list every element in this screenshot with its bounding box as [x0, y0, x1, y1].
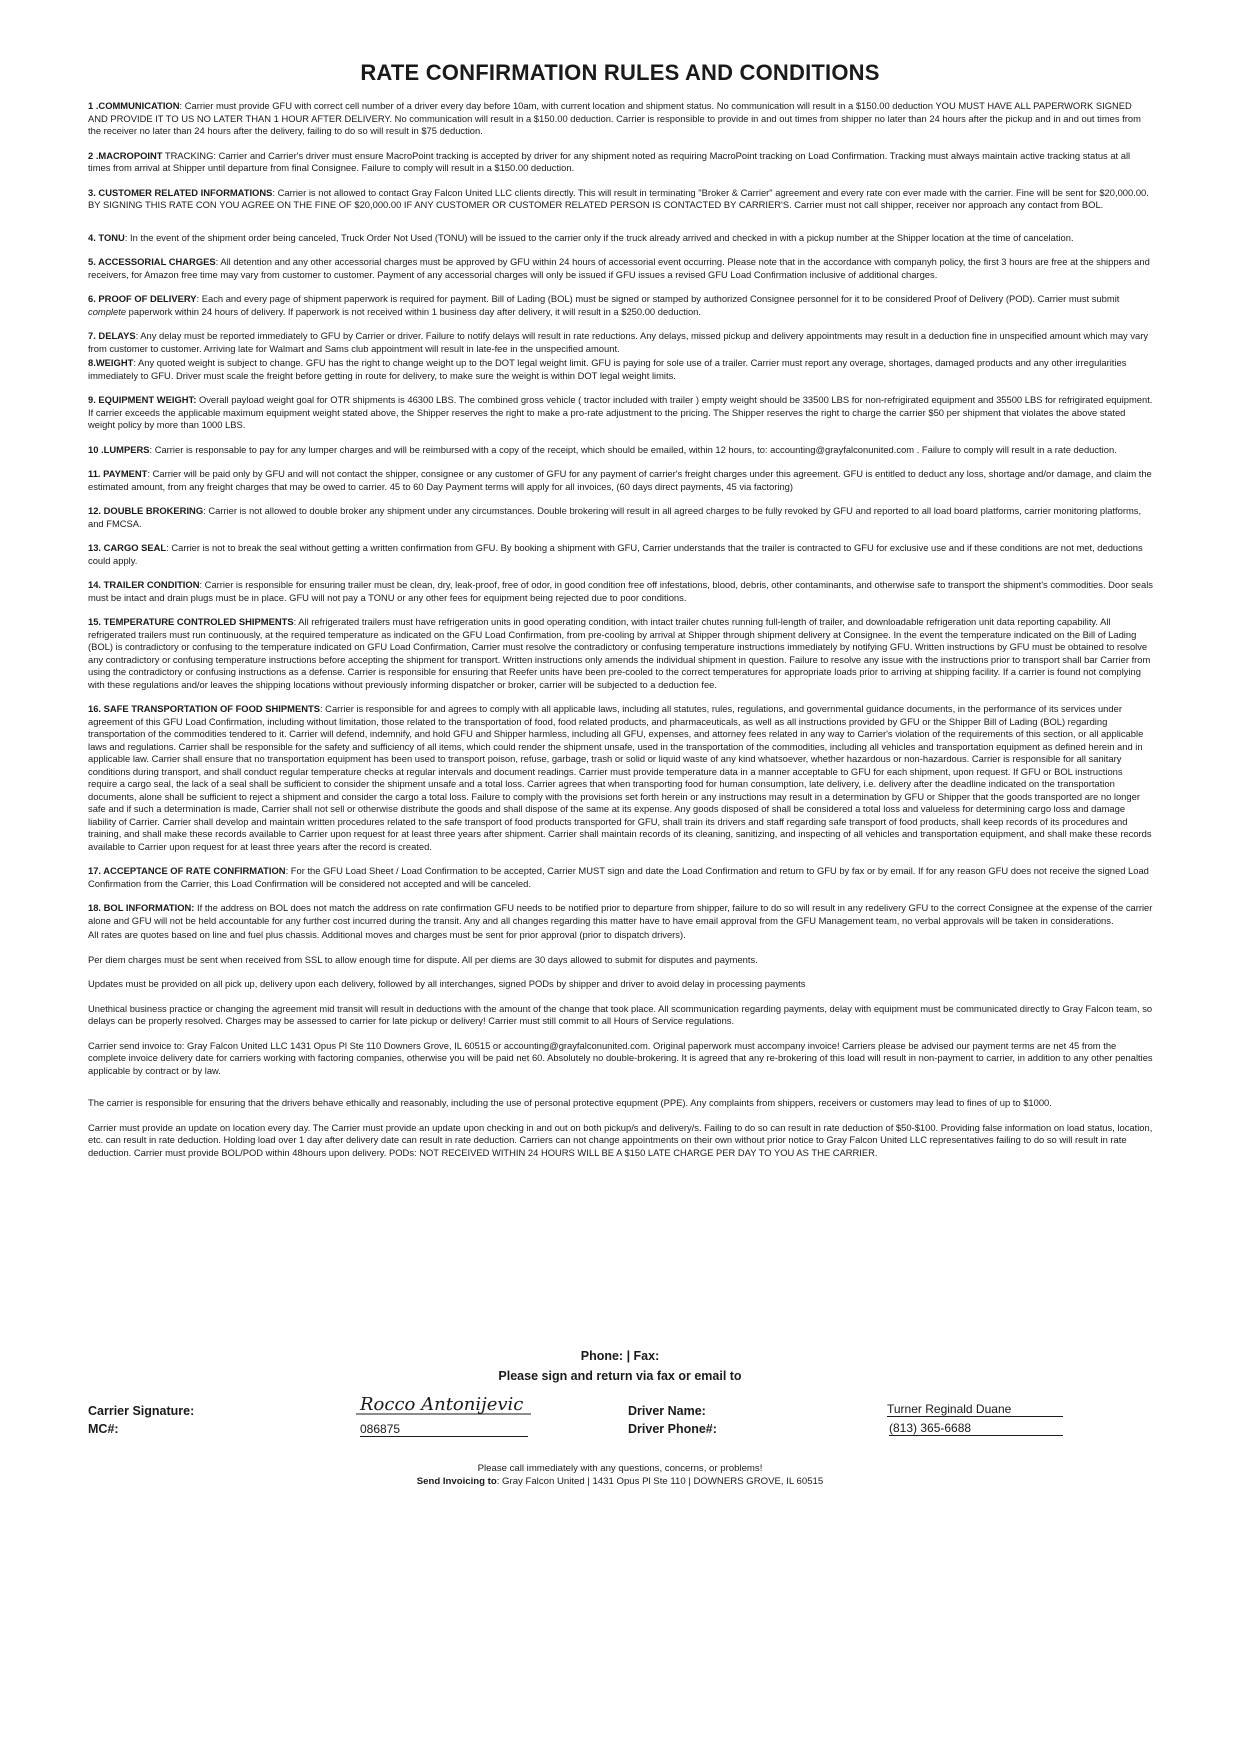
signature-block — [88, 1388, 1153, 1448]
rule-label: 6. PROOF OF DELIVERY — [88, 293, 197, 304]
rule-label: 2 .MACROPOINT — [88, 149, 163, 161]
rule-communication — [88, 100, 1153, 138]
invoicing-label: Send Invoicing to — [416, 1476, 497, 1487]
rule-label: 9. EQUIPMENT WEIGHT: — [88, 394, 197, 405]
rule-text: : Carrier will be paid only by GFU and will not contact the shipper, consignee or any customer of GFU for any payment of carrier's freight charges under this agreement. GFU is entitled to deduct any loss, shortage and/or damage, and claim the estimated amount, from any freight charges that may be owed to carrier. 45 to 60 Day Payment terms will apply for all invoices, (60 days direct payments, 45 via factoring) — [88, 468, 1152, 492]
rule-text: : Carrier is responsible for and agrees to comply with all applicable laws, including all statutes, rules, regulations, and governmental guidance documents, in the performance of its services under agreement of this GFU Load Confirmation, including without limitation, those related to the transportation of food, food related products, and pharmaceuticals, as well as all instructions provided by GFU or the Shipper Bill of Lading (BOL) regarding transportation of the commodities tendered to it. Carrier will defend, indemnify, and hold GFU and Shipper harmless, including all GFU, expenses, and attorney fees related in any way to Carrier's violation of the requirements of this section, or all applicable laws and regulations. Carrier shall be responsible for the safety and sufficiency of all items, which could render the shipment unsafe, used in the transportation of the commodities, including all vehicles and transportation equipment as defined herein and in applicable law. Carrier shall ensure that no transportation equipment has been used to transport poison, refuse, garbage, trash or solid or liquid waste of any kind whatsoever, whether hazardous or non-hazardous. Carrier is responsible for all sanitary conditions during transport, and shall conduct regular temperature checks at regular intervals and document readings. Carrier must provide temperature data in a manner acceptable to GFU for each shipment, upon request. If GFU or BOL instructions require a cargo seal, the lack of a seal shall be sufficient to consider the shipment unsafe and a total loss. Carrier agrees that when transporting food for human consumption, late delivery, i.e. delivery after the deadline indicated on the transportation documents, alone shall be sufficient to reject a shipment and consider the cargo a total loss. Failure to comply with the provisions set forth herein or any instructions may result in a determination by GFU or Shipper that the goods transported are no longer safe and if such a determination is made, Carrier shall not sell or otherwise distribute the goods and shall dispose of the same at its expense. Any goods disposed of shall be considered a total loss and valueless for determining cargo loss and damage liability of Carrier. Carrier shall develop and maintain written procedures related to the safe transport of food products transported for GFU, shall train its drivers and staff regarding safe transport of food products, shall keep records of its procedures and training, and shall make these records available to Carrier upon request for at least three years after shipment. Carrier shall maintain records of its cleaning, sanitizing, and inspecting of all vehicles and transportation equipment, and shall make these records available to Carrier upon request for at least three years after the record is created. — [88, 703, 1152, 852]
invoicing-address: : Gray Falcon United | 1431 Opus Pl Ste 110 | DOWNERS GROVE, IL 60515 — [496, 1476, 824, 1487]
rule-text: : Each and every page of shipment paperwork is required for payment. Bill of Lading (BOL) must be signed or stamped by authorized Consignee personnel for it to be considered Proof of Delivery (POD). Carrier must submit — [196, 293, 1120, 304]
call-line: Please call immediately with any questions, concerns, or problems! — [477, 1463, 763, 1474]
note-rates: All rates are quotes based on line and fuel plus chassis. Additional moves and charges must be sent for prior approval (prior to dispatch drivers). — [88, 929, 686, 940]
rule-text: : For the GFU Load Sheet / Load Confirmation to be accepted, Carrier MUST sign and date the Load Confirmation and return to GFU by fax or by email. If for any reason GFU does not receive the signed Load Confirmation from the Carrier, this Load Confirmation will be considered not accepted and will be canceled. — [88, 865, 1149, 889]
driver-name-label: Driver Name: — [628, 1404, 706, 1418]
rule-lumpers — [88, 444, 1153, 457]
rule-text: : All refrigerated trailers must have refrigeration units in good operating condition, with intact trailer chutes running full-length of trailer, and downloadable refrigeration unit data reporting capability. All refrigerated trailers must run continuously, at the required temperature as indicated on the GFU Load Confirmation, from pre-cooling by arrival at Shipper through shipment delivery at Consignee. In the event the temperature indicated on the Bill of Lading (BOL) is contradictory or confusing to the temperature indicated on GFU Load Confirmation, Carrier must resolve the contradictory or confusing temperature instructions immediately by notifying GFU. Written instructions by GFU must be obtained to resolve any contradictory or confusing temperature instructions before accepting the shipment for transport. Written instructions only amends the individual shipment in question. Failure to resolve any issue with the instructions prior to transport shall bar Carrier from using the contradictory or confusing instructions as a defense. Carrier is responsible for ensuring that Reefer units have been pre-cooled to the correct temperatures for appropriate loads prior to arriving at shipping facility. If a carrier is found not complying with these regulations and/or leaves the shipping locations without previously informing dispatcher or broker, carrier will be subjected to a deduction fee. — [88, 616, 1151, 690]
rule-customer-related-information — [88, 187, 1153, 212]
driver-phone-label: Driver Phone#: — [628, 1422, 717, 1436]
rule-label: 14. TRAILER CONDITION — [88, 579, 200, 590]
rule-label: 18. BOL INFORMATION: — [88, 902, 195, 913]
sign-return-line: Please sign and return via fax or email to — [498, 1369, 742, 1383]
rule-text: Overall payload weight goal for OTR shipments is 46300 LBS. The combined gross vehicle ( tractor included with trailer ) empty weight should be 33500 LBS for non-refrigirated equipment and 35500 LBS for refrigirated equipment. If carrier exceeds the applicable maximum equipment weight stated above, the Shipper reserves the right to make a pro-rate adjustment to the pricing. The Shipper reserves the right to charge the carrier $50 per shipment that violates the above stated weight policy by more than 1000 LBS. — [88, 394, 1153, 430]
rule-label: 12. DOUBLE BROKERING — [88, 505, 204, 516]
note-ppe: The carrier is responsible for ensuring that the drivers behave ethically and reasonably, including the use of personal protective equpment (PPE). Any complaints from shippers, receivers or customers may lead to fines of up to $1000. — [88, 1097, 1052, 1108]
rule-text: : Carrier is not allowed to double broker any shipment under any circumstances. Double brokering will result in all agreed charges to be fully revoked by GFU and reported to all load board platforms, carrier monitoring platforms, and FMCSA. — [88, 505, 1142, 529]
carrier-signature-label: Carrier Signature: — [88, 1404, 195, 1418]
rule-text: : Carrier is responsable to pay for any lumper charges and will be reimbursed with a copy of the receipt, which should be emailed, within 12 hours, to: accounting@grayfalconunited.com . Failure to comply will result in a rate deduction. — [149, 443, 1117, 455]
rule-tonu — [88, 232, 1153, 245]
rule-label: 8.WEIGHT — [88, 357, 134, 368]
rule-label: 4. TONU — [88, 231, 125, 243]
rule-trailer-condition — [88, 579, 1153, 604]
rule-text: : Carrier must provide GFU with correct cell number of a driver every day before 10am, with current location and shipment status. No communication will result in a $150.00 deduction YOU MUST HAVE ALL PAPERWORK SIGNED AND PROVIDE IT TO US NO LATER THAN 1 HOUR AFTER DELIVERY. No communication will result in a $150.00 deduction. Carrier is responsible to provide in and out times from shipper no later than 24 hours after the pickup and in and out times from the receiver no later than 24 hours after the delivery, failing to do so will result in $75 deduction. — [88, 100, 1141, 136]
footer — [0, 1462, 1240, 1488]
rule-label: 13. CARGO SEAL — [88, 542, 167, 553]
rule-accessorial-charges — [88, 256, 1153, 281]
rule-label: 3. CUSTOMER RELATED INFORMATIONS — [88, 186, 273, 198]
rule-text: : Carrier is not to break the seal without getting a written confirmation from GFU. By booking a shipment with GFU, Carrier understands that the trailer is contracted to GFU for exclusive use and if these conditions are not met, deductions could apply. — [88, 542, 1143, 566]
rule-proof-of-delivery — [88, 293, 1153, 318]
rule-safe-transportation-food — [88, 703, 1153, 853]
rules-body — [88, 100, 1153, 1171]
rule-text: : Carrier is responsible for ensuring trailer must be clean, dry, leak-proof, free of odor, in good condition free off infestations, blood, debris, other contaminants, and otherwise safe to transport the shipment's commodities. Door seals must be intact and drain plugs must be in place. GFU will not pay a TONU or any other fees for equipment being rejected due to poor conditions. — [88, 579, 1153, 603]
driver-name-value: Turner Reginald Duane — [887, 1402, 1063, 1417]
note-location-updates: Carrier must provide an update on location every day. The Carrier must provide an update upon checking in and out on both pickup/s and delivery/s. Failing to do so can result in rate deduction of $50-$100. Providing false information on load status, location, etc. can result in rate deduction. Holding load over 1 day after delivery date can result in rate deduction. Carriers can not change appointments on their own without prior notice to Gray Falcon United LLC representatives failing to do so will result in rate deduction. Carrier must provide BOL/POD within 48hours upon delivery. PODs: NOT RECEIVED WITHIN 24 HOURS WILL BE A $150 LATE CHARGE PER DAY TO YOU AS THE CARRIER. — [88, 1121, 1153, 1158]
rule-temperature-controlled-shipments — [88, 616, 1153, 691]
rule-text: If the address on BOL does not match the address on rate confirmation GFU needs to be notified prior to departure from shipper, failure to do so will result in any redelivery GFU to the correct Consignee at the expense of the carrier alone and GFU will not be held accountable for any further cost incurred during the transit. Any and all changes regarding this matter have to have email approval from the GFU Management team, no verbal approvals will be taken in considerations. — [88, 902, 1153, 926]
rule-text: : Any delay must be reported immediately to GFU by Carrier or driver. Failure to notify delays will result in rate reductions. Any delays, missed pickup and delivery appointments may result in a deduction fine in unspecified amount which may vary from customer to customer. Arriving late for Walmart and Sams club appointment will result in late-fee in the unspecified amount. — [88, 330, 1149, 354]
rule-label: 5. ACCESSORIAL CHARGES — [88, 256, 216, 267]
rule-delays — [88, 330, 1153, 355]
invoicing-line — [0, 1475, 1240, 1488]
rule-text: : In the event of the shipment order being canceled, Truck Order Not Used (TONU) will be issued to the carrier only if the truck already arrived and checked in with a pickup number at the Shipper location at the time of cancelation. — [124, 231, 1074, 243]
rule-text: paperwork within 24 hours of delivery. If paperwork is not received within 1 business day after delivery, it will result in a $250.00 deduction. — [126, 305, 701, 317]
page-title: RATE CONFIRMATION RULES AND CONDITIONS — [360, 60, 880, 85]
carrier-signature-text: Rocco Antonijevic — [360, 1394, 524, 1415]
rule-payment — [88, 468, 1153, 493]
contact-block — [0, 1346, 1240, 1386]
rule-label: 15. TEMPERATURE CONTROLED SHIPMENTS — [88, 616, 294, 627]
rule-double-brokering — [88, 505, 1153, 530]
rule-macropoint — [88, 150, 1153, 175]
rule-label: 10 .LUMPERS — [88, 443, 150, 455]
carrier-signature-image — [356, 1388, 536, 1420]
phone-fax-line: Phone: | Fax: — [580, 1349, 660, 1363]
mc-label: MC#: — [88, 1422, 119, 1436]
rule-bol-information — [88, 902, 1153, 927]
rule-cargo-seal — [88, 542, 1153, 567]
rule-emphasis: complete — [88, 305, 127, 317]
rule-text: : Any quoted weight is subject to change. GFU has the right to change weight up to the DOT legal weight limit. GFU is paying for sole use of a trailer. Carrier must report any overage, shortages, damaged products and any other irregularities immediately to GFU. Driver must scale the freight before getting in route for delivery, to make sure the weight is within DOT legal weight limits. — [88, 357, 1127, 381]
note-updates: Updates must be provided on all pick up, delivery upon each delivery, followed by all interchanges, signed PODs by shipper and driver to avoid delay in processing payments — [88, 978, 806, 989]
rule-equipment-weight — [88, 394, 1153, 432]
rule-label: 17. ACCEPTANCE OF RATE CONFIRMATION — [88, 865, 286, 876]
note-unethical-practice: Unethical business practice or changing the agreement mid transit will result in deductions with the amount of the change that took place. All scommunication regarding payments, delay with equipment must be communicated directly to Gray Falcon team, so delays can be properly resolved. Charges may be assessed to carrier for late pickup or delivery! Carrier must still commit to all Hours of Service regulations. — [88, 1002, 1153, 1026]
driver-phone-value: (813) 365-6688 — [889, 1421, 1063, 1436]
mc-number-value: 086875 — [360, 1422, 528, 1437]
note-per-diem: Per diem charges must be sent when received from SSL to allow enough time for dispute. All per diems are 30 days allowed to submit for disputes and payments. — [88, 953, 758, 965]
rule-label: 1 .COMMUNICATION — [88, 100, 180, 111]
rule-label: 11. PAYMENT — [88, 468, 148, 479]
rule-label: 16. SAFE TRANSPORTATION OF FOOD SHIPMENTS — [88, 703, 320, 714]
rule-acceptance-of-rate-confirmation — [88, 865, 1153, 890]
rule-text: : All detention and any other accessorial charges must be approved by GFU within 24 hours of accessorial event occurring. Please note that in the accordance with companyh policy, the first 3 hours are free at the shippers and receivers, for Amazon free time may vary from customer to customer. Payment of any accessorial charges will only be issued if GFU issues a revised GFU Load Confirmation inclusive of additional charges. — [88, 256, 1150, 280]
rule-label: 7. DELAYS — [88, 330, 136, 341]
rule-text: : Carrier is not allowed to contact Gray Falcon United LLC clients directly. This will result in terminating "Broker & Carrier" agreement and every rate con ever made with the carrier. Fine will be sent for $20,000.00. BY SIGNING THIS RATE CON YOU AGREE ON THE FINE OF $20,000.00 IF ANY CUSTOMER OR CUSTOMER RELATED PERSON IS CONTACTED BY CARRIER'S. Carrier must not call shipper, receiver nor approach any contact from BOL. — [88, 186, 1149, 210]
rule-text: TRACKING: Carrier and Carrier's driver must ensure MacroPoint tracking is accepted by driver for any shipment noted as requiring MacroPoint tracking on Load Confirmation. Tracking must always maintain active tracking status at all times from arrival at Shipper until departure from final Consignee. Failure to comply will result in a $150.00 deduction. — [88, 149, 1131, 173]
rule-weight — [88, 357, 1153, 382]
note-invoice: Carrier send invoice to: Gray Falcon United LLC 1431 Opus Pl Ste 110 Downers Grove, IL 60515 or accounting@grayfalconunited.com. Original paperwork must accompany invoice! Carriers please be advised our payment terms are net 45 from the complete invoice delivery date for carriers working with factoring companies, otherwise you will be paid net 60. Absolutely no double-brokering. It is agreed that any re-brokering of this load will result in non-payment to carrier, in addition to any other penalties applicable by contract or by law. — [88, 1039, 1153, 1076]
